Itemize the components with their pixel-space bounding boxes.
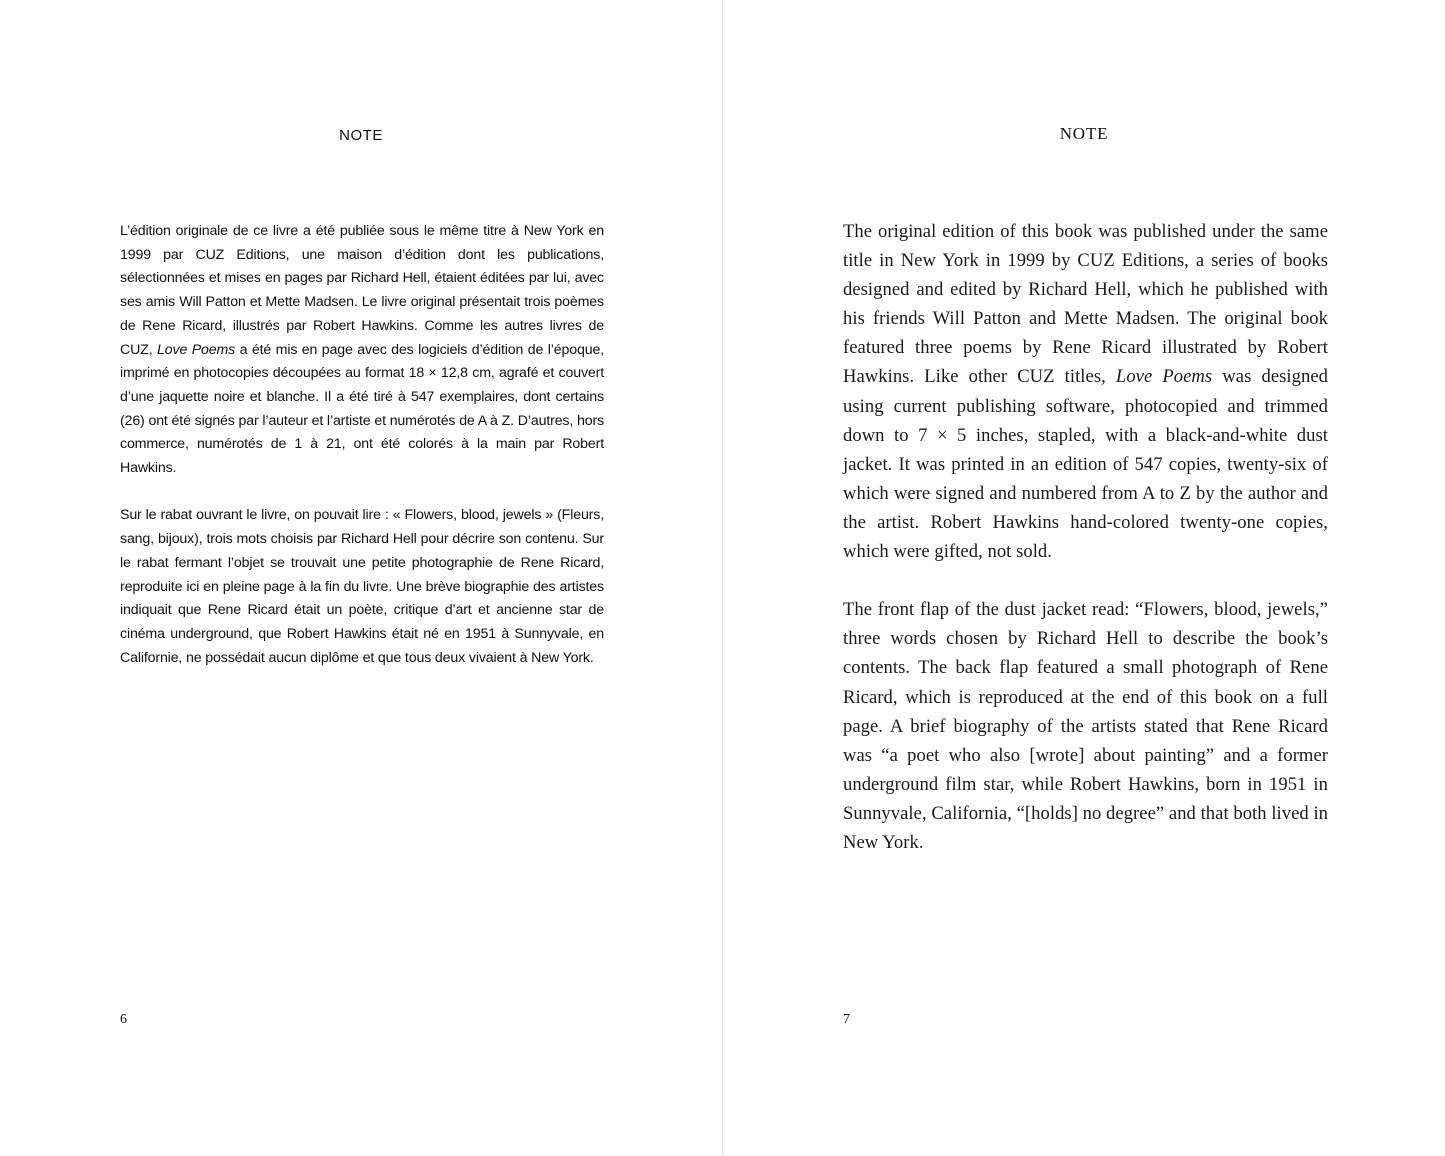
paragraph-text: The original edition of this book was published under the same title in New York in 1999 by CUZ Editions, a series of books designed and edited by Richard Hell, which he published with his friends Will Patton and Mette Madsen. The original book featured three poems by Rene Ricard illustrated by Robert Hawkins. Like other CUZ titles, <box>843 221 1328 388</box>
page-title: NOTE <box>339 127 383 144</box>
page-number: 7 <box>843 1012 850 1027</box>
paragraph: Sur le rabat ouvrant le livre, on pouvait lire : « Flowers, blood, jewels » (Fleurs, sang, bijoux), trois mots choisis par Richard Hell pour décrire son contenu. Sur le rabat fermant l’objet se trouvait une petite photographie de Rene Ricard, reproduite ici en pleine page à la fin du livre. Une brève biographie des artistes indiquait que Rene Ricard était un poète, critique d’art et ancienne star de cinéma underground, que Robert Hawkins était né en 1951 à Sunnyvale, en Californie, ne possédait aucun diplôme et que tous deux vivaient à New York. <box>120 507 604 666</box>
paragraph: The front flap of the dust jacket read: “Flowers, blood, jewels,” three words chosen by Richard Hell to describe the book’s contents. The back flap featured a small photograph of Rene Ricard, which is reproduced at the end of this book on a full page. A brief biography of the artists stated that Rene Ricard was “a poet who also [wrote] about painting” and a former underground film star, while Robert Hawkins, born in 1951 in Sunnyvale, California, “[holds] no degree” and that both lived in New York. <box>843 599 1329 853</box>
book-title-italic: Love Poems <box>157 341 236 358</box>
right-page <box>723 0 1445 1156</box>
left-page <box>0 0 722 1156</box>
page-body <box>843 217 1328 886</box>
page-body <box>120 220 604 694</box>
paragraph-text: was designed using current publishing software, photocopied and trimmed down to 7 × 5 inches, stapled, with a black-and-white dust jacket. It was printed in an edition of 547 copies, twenty-six of which were signed and numbered from A to Z by the author and the artist. Robert Hawkins hand-colored twenty-one copies, which were gifted, not sold. <box>843 366 1328 563</box>
page-title: NOTE <box>1059 124 1109 143</box>
paragraph <box>843 217 1328 566</box>
paragraph <box>120 220 604 481</box>
page-number: 6 <box>120 1012 127 1027</box>
paragraph-text: a été mis en page avec des logiciels d’édition de l’époque, imprimé en photocopies découpées au format 18 × 12,8 cm, agrafé et couvert d’une jaquette noire et blanche. Il a été tiré à 547 exemplaires, dont certains (26) ont été signés par l’auteur et l’artiste et numérotés de A à Z. D’autres, hors commerce, numérotés de 1 à 21, ont été colorés à la main par Robert Hawkins. <box>120 341 604 477</box>
paragraph-text: L’édition originale de ce livre a été publiée sous le même titre à New York en 1999 par CUZ Editions, une maison d’édition dont les publications, sélectionnées et mises en pages par Richard Hell, étaient éditées par lui, avec ses amis Will Patton et Mette Madsen. Le livre original présentait trois poèmes de Rene Ricard, illustrés par Robert Hawkins. Comme les autres livres de CUZ, <box>120 223 604 358</box>
book-title-italic: Love Poems <box>1115 366 1213 388</box>
